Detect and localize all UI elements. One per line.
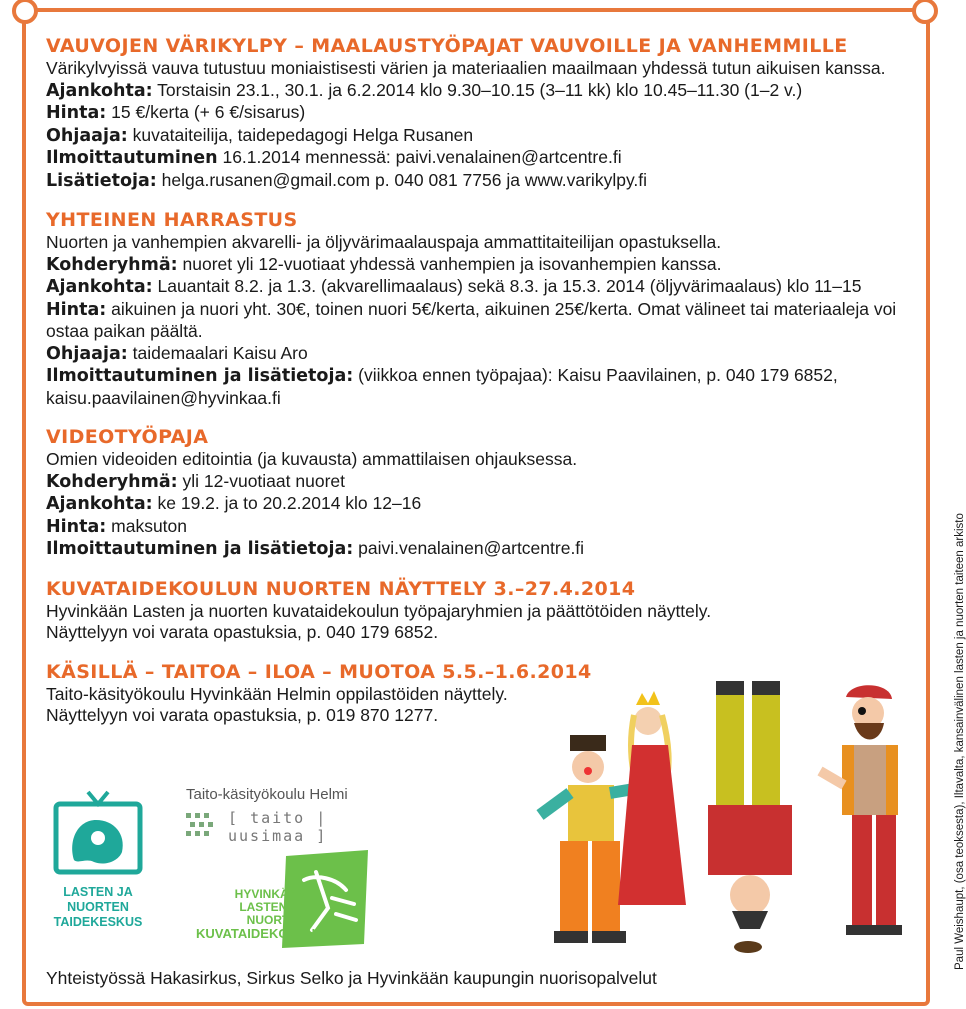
info-label: Kohderyhmä:	[46, 254, 178, 275]
princess-figure	[618, 691, 686, 905]
info-row	[46, 538, 916, 561]
info-row: Näyttelyyn voi varata opastuksia, p. 040 179 6852.	[46, 622, 439, 642]
section-videotyopaja	[46, 425, 916, 561]
info-label: Ajankohta:	[46, 80, 153, 101]
info-row	[46, 471, 916, 494]
image-credit	[942, 513, 966, 970]
info-value: 15 €/kerta (+ 6 €/sisarus)	[106, 102, 306, 122]
helmi-logo	[186, 786, 386, 845]
kuvataidekoulu-line1: HYVINKÄÄN	[234, 887, 306, 901]
section-heading: YHTEINEN HARRASTUS	[46, 209, 298, 231]
info-value: taidemaalari Kaisu Aro	[127, 342, 308, 363]
info-label: Hinta:	[46, 516, 107, 537]
taidekeskus-logo-mark	[38, 790, 158, 880]
info-value: Lauantait 8.2. ja 1.3. (akvarellimaalaus) sekä 8.3. ja 15.3. 2014 (öljyvärimaalaus) klo 11–15	[152, 276, 862, 296]
kuvataidekoulu-line3: KUVATAIDEKOULU	[196, 926, 316, 941]
info-value: aikuinen ja nuori yht. 30€, toinen nuori 5€/kerta, aikuinen 25€/kerta. Omat välineet tai materiaaleja voi ostaa paikan päältä.	[46, 298, 897, 341]
info-value: kuvataiteilija, taidepedagogi Helga Rusanen	[127, 124, 474, 145]
frame-corner-ornament	[912, 0, 938, 24]
info-row	[46, 125, 916, 148]
dots-pattern-icon	[186, 813, 218, 841]
info-label: Kohderyhmä:	[46, 471, 178, 492]
pirate-figure	[820, 685, 902, 935]
info-label: Ilmoittautuminen ja lisätietoja:	[46, 539, 354, 559]
info-label: Ohjaaja:	[46, 125, 128, 146]
info-value[interactable]: paivi.venalainen@artcentre.fi	[353, 538, 585, 558]
info-row: Näyttelyyn voi varata opastuksia, p. 019 870 1277.	[46, 705, 439, 725]
section-heading: VAUVOJEN VÄRIKYLPY – MAALAUSTYÖPAJAT VAUVOILLE JA VANHEMMILLE	[46, 35, 848, 57]
info-label: Hinta:	[46, 103, 107, 123]
info-value: maksuton	[106, 515, 188, 536]
info-label: Ohjaaja:	[46, 343, 128, 364]
kuvataidekoulu-line2: LASTEN JA NUORTEN	[239, 900, 306, 927]
info-value[interactable]: helga.rusanen@gmail.com p. 040 081 7756 ja www.varikylpy.fi	[156, 169, 648, 190]
info-row	[46, 170, 916, 193]
section-intro: Taito-käsityökoulu Hyvinkään Helmin oppilastöiden näyttely.	[46, 683, 508, 704]
info-row	[46, 343, 916, 366]
section-intro: Värikylvyissä vauva tutustuu moniaistisesti värien ja materiaalien maailmaan yhdessä tutun aikuisen kanssa.	[46, 58, 886, 78]
info-value: yli 12-vuotiaat nuoret	[177, 470, 345, 491]
info-value[interactable]: 16.1.2014 mennessä: paivi.venalainen@artcentre.fi	[217, 147, 622, 167]
section-heading: KÄSILLÄ – TAITOA – ILOA – MUOTOA 5.5.–1.6.2014	[46, 660, 592, 683]
info-row	[46, 254, 916, 277]
info-row	[46, 147, 916, 170]
info-row	[46, 365, 916, 409]
main-content	[46, 34, 916, 743]
image-credit-text: Paul Weishaupt, (osa teoksesta), Iltavalta, kansainvälinen lasten ja nuorten taiteen arkisto	[954, 513, 966, 970]
info-row	[46, 516, 916, 539]
section-nuorten-nayttely	[46, 577, 916, 644]
info-row	[46, 80, 916, 103]
kuvataidekoulu-logo	[186, 850, 376, 950]
section-heading: KUVATAIDEKOULUN NUORTEN NÄYTTELY 3.–27.4.2014	[46, 577, 636, 600]
helmi-logo-title: Taito-käsityökoulu Helmi	[186, 786, 348, 803]
section-varikylpy	[46, 34, 916, 192]
info-label: Ilmoittautuminen	[46, 148, 218, 168]
info-value: Torstaisin 23.1., 30.1. ja 6.2.2014 klo 9.30–10.15 (3–11 kk) klo 10.45–11.30 (1–2 v.)	[152, 79, 803, 100]
section-intro: Hyvinkään Lasten ja nuorten kuvataidekoulun työpajaryhmien ja päättötöiden näyttely.	[46, 600, 712, 621]
circus-figures-illustration	[520, 675, 920, 960]
helmi-logo-row	[186, 809, 386, 845]
section-intro: Nuorten ja vanhempien akvarelli- ja öljyvärimaalauspaja ammattitaiteilijan opastuksella.	[46, 232, 722, 252]
acrobat-figure	[708, 681, 792, 953]
taidekeskus-logo	[38, 790, 158, 929]
section-heading: VIDEOTYÖPAJA	[46, 426, 209, 448]
info-label: Lisätietoja:	[46, 170, 157, 191]
section-yhteinen-harrastus	[46, 208, 916, 409]
info-value: ke 19.2. ja to 20.2.2014 klo 12–16	[152, 493, 422, 513]
info-row	[46, 299, 916, 343]
info-label: Ilmoittautuminen ja lisätietoja:	[46, 366, 354, 386]
footer-partners: Yhteistyössä Hakasirkus, Sirkus Selko ja Hyvinkään kaupungin nuorisopalvelut	[46, 968, 657, 988]
info-value[interactable]: (viikkoa ennen työpajaa): Kaisu Paavilainen, p. 040 179 6852, kaisu.paavilainen@hyvinkaa.fi	[46, 365, 838, 408]
helmi-sub-taito: taito	[250, 809, 306, 827]
info-value: nuoret yli 12-vuotiaat yhdessä vanhempien ja isovanhempien kanssa.	[177, 253, 722, 274]
section-intro: Omien videoiden editointia (ja kuvausta) ammattilaisen ohjauksessa.	[46, 449, 578, 469]
info-label: Hinta:	[46, 299, 107, 320]
info-row	[46, 102, 916, 125]
info-row	[46, 493, 916, 516]
info-label: Ajankohta:	[46, 277, 153, 297]
kuvataidekoulu-logo-text	[196, 887, 316, 941]
taidekeskus-logo-text: LASTEN JA NUORTEN TAIDEKESKUS	[53, 885, 143, 929]
info-row	[46, 276, 916, 299]
helmi-sub-uusimaa: uusimaa	[228, 827, 306, 845]
helmi-logo-sub: [ taito | uusimaa ]	[228, 809, 328, 845]
info-label: Ajankohta:	[46, 494, 153, 514]
